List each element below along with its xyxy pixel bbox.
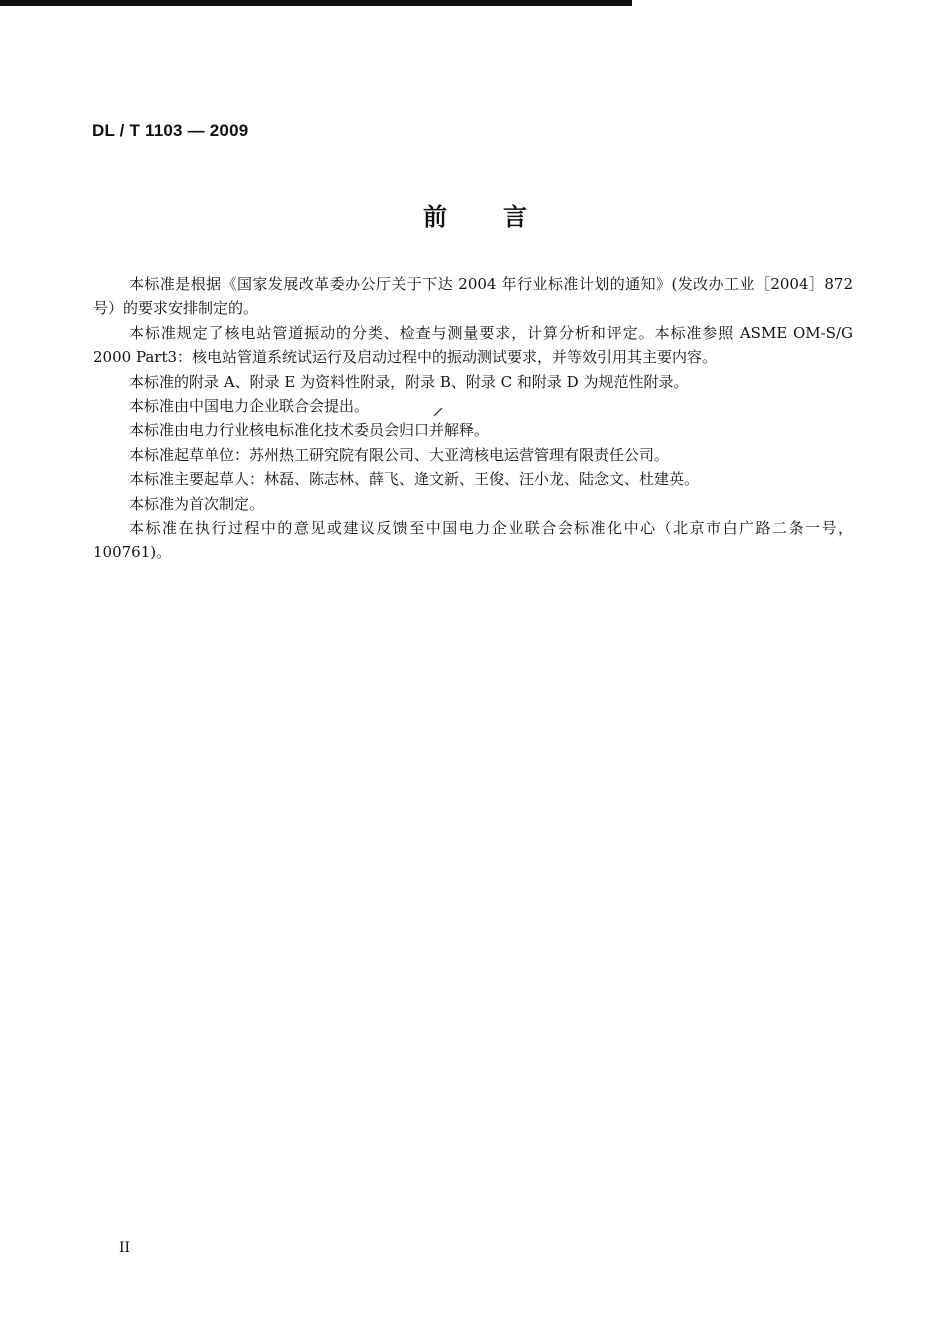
top-rule bbox=[0, 0, 632, 6]
paragraph-administrator: 本标准由电力行业核电标准化技术委员会归口并解释。 bbox=[129, 421, 490, 440]
paragraph-annexes: 本标准的附录 A、附录 E 为资料性附录，附录 B、附录 C 和附录 D 为规范性附录。 bbox=[129, 372, 689, 391]
paragraph-drafters: 本标准主要起草人：林磊、陈志林、薛飞、逄文新、王俊、汪小龙、陆念文、杜建英。 bbox=[129, 470, 700, 489]
paragraph-first-edition: 本标准为首次制定。 bbox=[129, 494, 265, 513]
paragraph-plan: 本标准是根据《国家发展改革委办公厅关于下达 2004 年行业标准计划的通知》(发改办工业［2004］872 号）的要求安排制定的。 bbox=[93, 275, 853, 318]
foreword-body bbox=[93, 272, 853, 565]
paragraph-scope: 本标准规定了核电站管道振动的分类、检查与测量要求，计算分析和评定。本标准参照 ASME OM-S/G 2000 Part3：核电站管道系统试运行及启动过程中的振动测试要求，并等效引用其主要内容。 bbox=[93, 323, 853, 367]
paragraph-feedback: 本标准在执行过程中的意见或建议反馈至中国电力企业联合会标准化中心（北京市白广路二条一号，100761)。 bbox=[93, 519, 853, 562]
paragraph-proposer: 本标准由中国电力企业联合会提出。 bbox=[129, 397, 370, 416]
page-number: II bbox=[119, 1240, 131, 1256]
pen-mark bbox=[432, 406, 444, 422]
document-code: DL / T 1103 — 2009 bbox=[92, 121, 249, 140]
page-title: 前言 bbox=[423, 203, 583, 231]
paragraph-drafting-units: 本标准起草单位：苏州热工研究院有限公司、大亚湾核电运营管理有限责任公司。 bbox=[129, 445, 670, 464]
